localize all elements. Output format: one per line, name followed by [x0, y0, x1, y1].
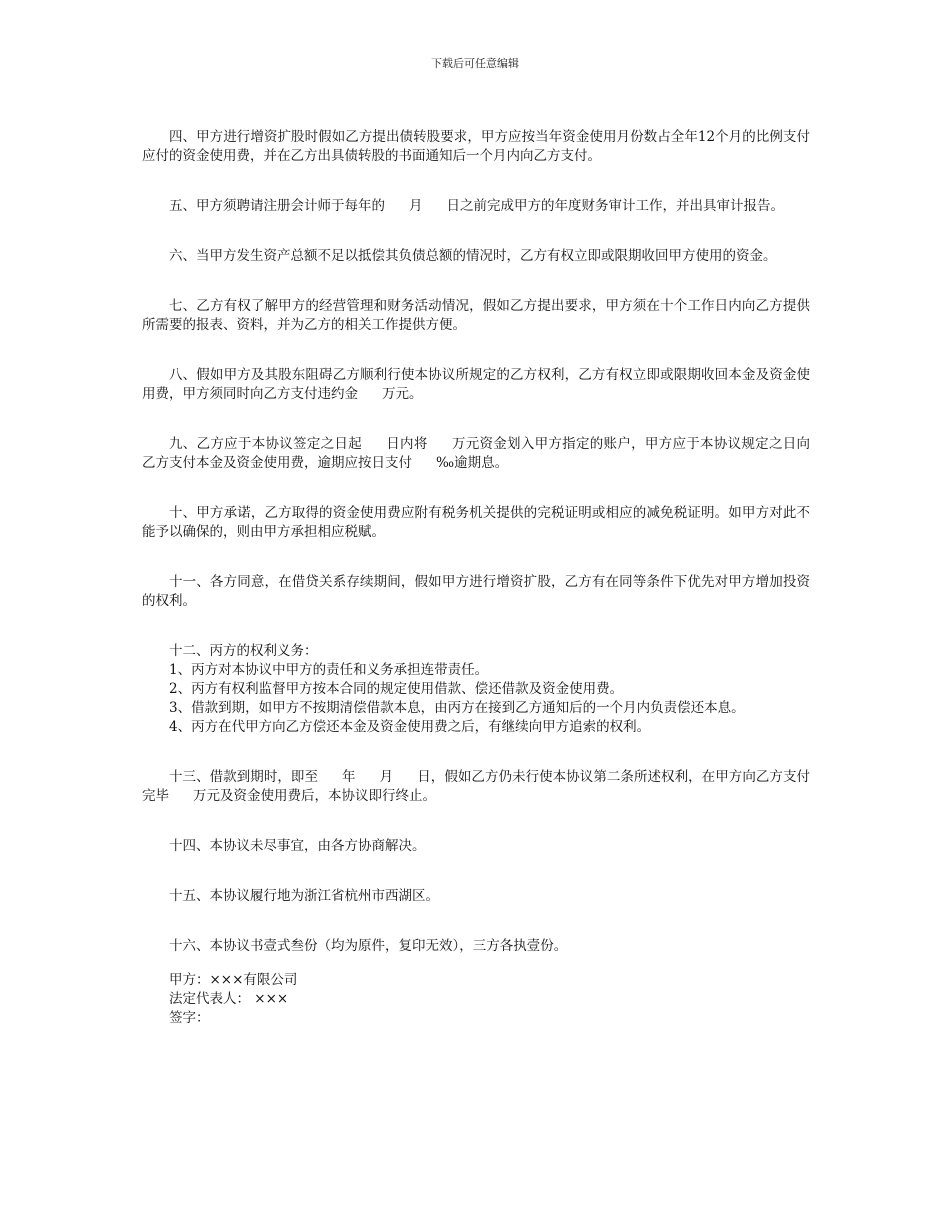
clause-8 — [142, 366, 810, 404]
clause-9-part-a: 九、乙方应于本协议签定之日起 — [169, 436, 362, 452]
party-a-name: 甲方：×××有限公司 — [169, 972, 298, 988]
clause-9-part-c: 万元资金划入甲方指定的账户，甲方应于本协议规定之日向乙方支付本金及资金使用费，逾期应按日支付 — [142, 436, 811, 471]
signature-line: 签字： — [169, 1010, 210, 1026]
clause-5 — [142, 197, 810, 216]
clause-11: 十一、各方同意，在借贷关系存续期间，假如甲方进行增资扩股，乙方有在同等条件下优先对甲方增加投资的权利。 — [142, 574, 810, 609]
clause-12 — [142, 642, 810, 737]
clause-12-item: 1、丙方对本协议中甲方的责任和义务承担连带责任。 — [169, 662, 489, 678]
legal-representative: 法定代表人： ××× — [169, 991, 289, 1007]
clause-10: 十、甲方承诺，乙方取得的资金使用费应附有税务机关提供的完税证明或相应的减免税证明。如甲方对此不能予以确保的，则由甲方承担相应税赋。 — [142, 505, 810, 540]
clause-9-part-d: ‰逾期息。 — [436, 455, 509, 471]
clause-13-part-a: 十三、借款到期时，即至 — [169, 769, 318, 785]
clause-5-part-b: 月 — [409, 198, 423, 214]
clause-12-title: 十二、丙方的权利义务： — [169, 643, 318, 659]
page-header-note: 下载后可任意编辑 — [431, 57, 519, 70]
clause-14: 十四、本协议未尽事宜，由各方协商解决。 — [169, 838, 426, 854]
clause-6: 六、当甲方发生资产总额不足以抵偿其负债总额的情况时，乙方有权立即或限期收回甲方使用的资金。 — [169, 248, 777, 264]
clause-8-part-b: 万元。 — [382, 386, 423, 402]
clause-15: 十五、本协议履行地为浙江省杭州市西湖区。 — [169, 888, 439, 904]
clause-13-part-b: 年 — [342, 769, 356, 785]
clause-13-part-c: 月 — [379, 769, 394, 785]
contract-body — [142, 128, 810, 1028]
clause-13-part-d: 日，假如乙方仍未行使本协议第二条所述权利，在甲方向乙方支付完毕 — [142, 769, 811, 804]
clause-13-part-e: 万元及资金使用费后，本协议即行终止。 — [193, 788, 436, 804]
clause-5-part-c: 日之前完成甲方的年度财务审计工作，并出具审计报告。 — [446, 198, 784, 214]
signature-block — [142, 971, 810, 1028]
clause-12-item: 2、丙方有权利监督甲方按本合同的规定使用借款、偿还借款及资金使用费。 — [169, 681, 624, 697]
clause-12-item: 4、丙方在代甲方向乙方偿还本金及资金使用费之后，有继续向甲方追索的权利。 — [169, 719, 651, 735]
clause-13 — [142, 768, 810, 806]
clause-8-part-a: 八、假如甲方及其股东阻碍乙方顺利行使本协议所规定的乙方权利，乙方有权立即或限期收回本金及资金使用费，甲方须同时向乙方支付违约金 — [142, 367, 810, 402]
clause-12-item: 3、借款到期，如甲方不按期清偿借款本息，由丙方在接到乙方通知后的一个月内负责偿还本息。 — [169, 700, 745, 716]
clause-9-part-b: 日内将 — [385, 436, 428, 452]
clause-16: 十六、本协议书壹式叁份（均为原件，复印无效），三方各执壹份。 — [169, 938, 568, 954]
clause-4: 四、甲方进行增资扩股时假如乙方提出债转股要求，甲方应按当年资金使用月份数占全年12个月的比例支付应付的资金使用费，并在乙方出具债转股的书面通知后一个月内向乙方支付。 — [142, 129, 810, 164]
clause-5-part-a: 五、甲方须聘请注册会计师于每年的 — [169, 198, 385, 214]
clause-7: 七、乙方有权了解甲方的经营管理和财务活动情况，假如乙方提出要求，甲方须在十个工作日内向乙方提供所需要的报表、资料，并为乙方的相关工作提供方便。 — [142, 298, 810, 333]
clause-9 — [142, 435, 810, 473]
